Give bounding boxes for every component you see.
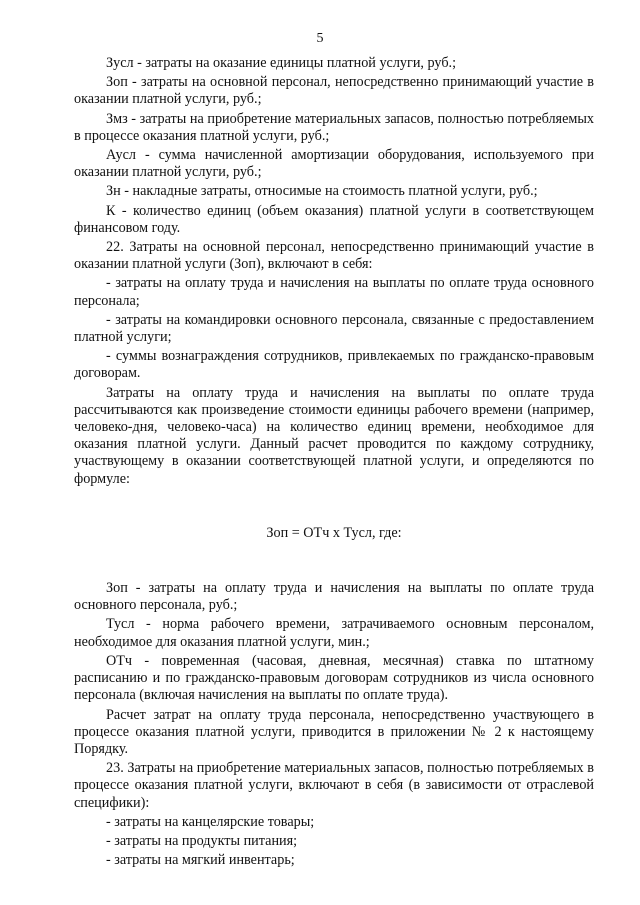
formula-definition-zop: Зоп - затраты на оплату труда и начисления на выплаты по оплате труда основного персонала, руб.;: [74, 580, 594, 614]
document-body: [74, 55, 594, 871]
clause-22-item-1: - затраты на оплату труда и начисления на выплаты по оплате труда основного персонала;: [74, 275, 594, 309]
clause-23-item-3: - затраты на мягкий инвентарь;: [106, 852, 295, 869]
clause-23: 23. Затраты на приобретение материальных запасов, полностью потребляемых в процессе оказания платной услуги, включают в себя (в зависимости от отраслевой специфики):: [74, 760, 594, 811]
formula-definition-tusl: Тусл - норма рабочего времени, затрачиваемого основным персоналом, необходимое для оказания платной услуги, мин.;: [74, 616, 594, 650]
labor-cost-paragraph: Затраты на оплату труда и начисления на выплаты по оплате труда рассчитываются как произведение стоимости единицы рабочего времени (например, человеко-дня, человеко-часа) на количество единиц времени, необходимое для оказания платной услуги. Данный расчет проводится по каждому сотруднику, участвующему в оказании соответствующей платной услуги, и определяются по формуле:: [74, 384, 594, 487]
definition-ausl: Аусл - сумма начисленной амортизации оборудования, используемого при оказании платной услуги, руб.;: [74, 147, 594, 181]
clause-22: 22. Затраты на основной персонал, непосредственно принимающий участие в оказании платной услуги (Зоп), включают в себя:: [74, 239, 594, 273]
definition-zusl: Зусл - затраты на оказание единицы платной услуги, руб.;: [106, 55, 457, 71]
clause-23-item-1: - затраты на канцелярские товары;: [106, 813, 315, 830]
definition-zmz: Змз - затраты на приобретение материальных запасов, полностью потребляемых в процессе оказания платной услуги, руб.;: [74, 110, 594, 144]
page-number: 5: [316, 31, 324, 46]
clause-22-item-2: - затраты на командировки основного персонала, связанные с предоставлением платной услуги;: [74, 311, 594, 346]
formula: Зоп = ОТч х Тусл, где:: [266, 524, 402, 541]
appendix-reference: Расчет затрат на оплату труда персонала, непосредственно участвующего в процессе оказания платной услуги, приводится в приложении № 2 к настоящему Порядку.: [74, 706, 594, 757]
formula-definition-otch: ОТч - повременная (часовая, дневная, месячная) ставка по штатному расписанию и по гражданско-правовым договорам сотрудников из числа основного персонала (включая начисления на выплаты по оплате труда).: [74, 652, 594, 704]
definition-zop: Зоп - затраты на основной персонал, непосредственно принимающий участие в оказании платной услуги, руб.;: [74, 74, 594, 108]
clause-22-item-3: - суммы вознаграждения сотрудников, привлекаемых по гражданско-правовым договорам.: [74, 348, 594, 382]
clause-23-item-2: - затраты на продукты питания;: [106, 832, 298, 849]
definition-zn: Зн - накладные затраты, относимые на стоимость платной услуги, руб.;: [106, 183, 538, 200]
definition-k: К - количество единиц (объем оказания) платной услуги в соответствующем финансовом году.: [74, 202, 594, 236]
